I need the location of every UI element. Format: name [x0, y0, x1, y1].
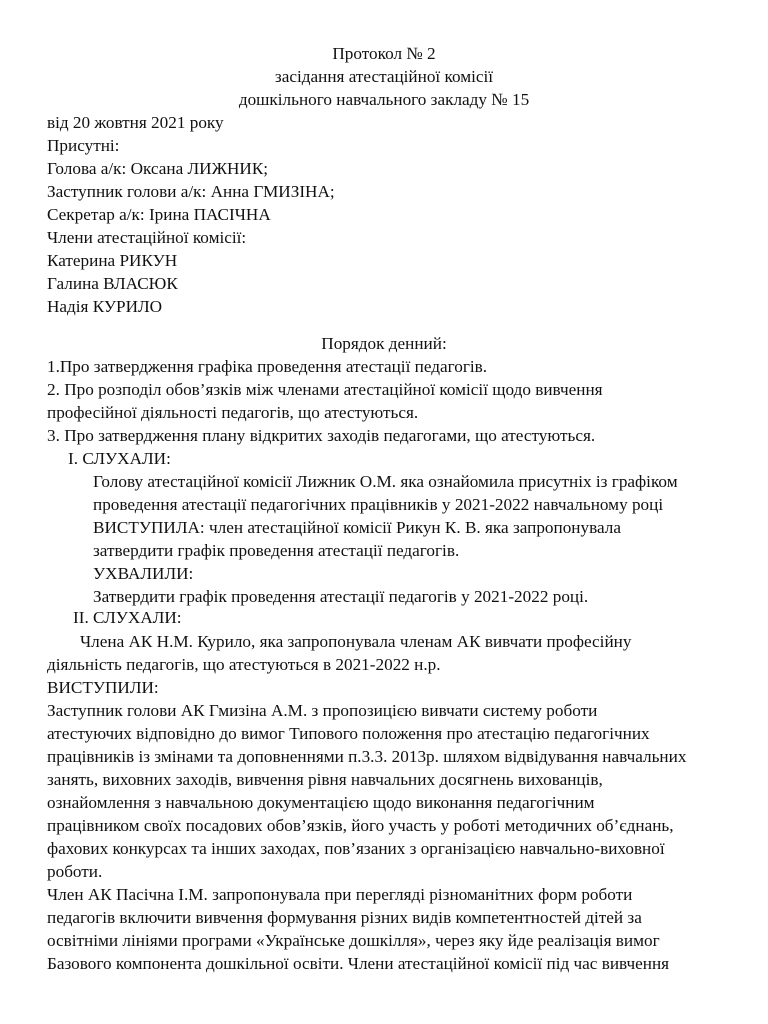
protocol-title: Протокол № 2 — [332, 44, 436, 63]
member-item: Галина ВЛАСЮК — [47, 274, 178, 293]
attendee-deputy: Заступник голови а/к: Анна ГМИЗІНА; — [47, 182, 335, 201]
section-2-heard-text: діяльність педагогів, що атестуються в 2021-2022 н.р. — [47, 655, 441, 674]
section-1-heard-label: I. СЛУХАЛИ: — [68, 449, 171, 468]
section-2-spoke-label: ВИСТУПИЛИ: — [47, 678, 159, 697]
agenda-title: Порядок денний: — [321, 334, 447, 353]
agenda-item-3: 3. Про затвердження плану відкритих заходів педагогами, що атестуються. — [47, 426, 596, 445]
protocol-date: від 20 жовтня 2021 року — [47, 113, 224, 132]
section-1-resolved-text: Затвердити графік проведення атестації педагогів у 2021-2022 році. — [93, 587, 589, 606]
section-2-speech-line: працівником своїх посадових обов’язків, його участь у роботі методичних об’єднань, — [47, 816, 674, 835]
attendee-secretary: Секретар а/к: Ірина ПАСІЧНА — [47, 205, 271, 224]
protocol-subtitle-commission: засідання атестаційної комісії — [274, 67, 494, 86]
protocol-subtitle-institution: дошкільного навчального закладу № 15 — [238, 90, 530, 109]
section-1-spoke-text: затвердити графік проведення атестації педагогів. — [93, 541, 460, 560]
section-2-speech-line: роботи. — [47, 862, 103, 881]
agenda-item-1: 1.Про затвердження графіка проведення атестації педагогів. — [47, 357, 488, 376]
members-label: Члени атестаційної комісії: — [47, 228, 247, 247]
attendee-chair: Голова а/к: Оксана ЛИЖНИК; — [47, 159, 269, 178]
section-2-heard-text: Члена АК Н.М. Курило, яка запропонувала членам АК вивчати професійну — [80, 632, 632, 651]
section-2-speech-line: фахових конкурсах та інших заходах, пов’язаних з організацією навчально-виховної — [47, 839, 665, 858]
agenda-item-2-cont: професійної діяльності педагогів, що атестуються. — [47, 403, 419, 422]
section-1-heard-text: проведення атестації педагогічних працівників у 2021-2022 навчальному році — [93, 495, 664, 514]
member-item: Катерина РИКУН — [47, 251, 178, 270]
section-2-speech-line: працівників із змінами та доповненнями п.3.3. 2013р. шляхом відвідування навчальних — [47, 747, 687, 766]
attendees-label: Присутні: — [47, 136, 120, 155]
section-2-heard-label: II. СЛУХАЛИ: — [73, 608, 182, 627]
section-2-speech-line: атестуючих відповідно до вимог Типового положення про атестацію педагогічних — [47, 724, 650, 743]
section-2-speech-line: освітніми лініями програми «Українське дошкілля», через яку йде реалізація вимог — [47, 931, 660, 950]
agenda-item-2: 2. Про розподіл обов’язків між членами атестаційної комісії щодо вивчення — [47, 380, 603, 399]
section-2-speech-line: Заступник голови АК Гмизіна А.М. з пропозицією вивчати систему роботи — [47, 701, 598, 720]
section-2-speech-line: педагогів включити вивчення формування різних видів компетентностей дітей за — [47, 908, 642, 927]
section-2-speech-line: Член АК Пасічна І.М. запропонувала при перегляді різноманітних форм роботи — [47, 885, 633, 904]
section-1-heard-text: Голову атестаційної комісії Лижник О.М. яка ознайомила присутніх із графіком — [93, 472, 678, 491]
member-item: Надія КУРИЛО — [47, 297, 163, 316]
section-2-speech-line: Базового компонента дошкільної освіти. Члени атестаційної комісії під час вивчення — [47, 954, 670, 973]
section-1-resolved-label: УХВАЛИЛИ: — [93, 564, 194, 583]
section-1-spoke-text: ВИСТУПИЛА: член атестаційної комісії Рикун К. В. яка запропонувала — [93, 518, 621, 537]
section-2-speech-line: ознайомлення з навчальною документацією щодо виконання педагогічним — [47, 793, 595, 812]
section-2-speech-line: занять, виховних заходів, вивчення рівня навчальних досягнень вихованців, — [47, 770, 603, 789]
